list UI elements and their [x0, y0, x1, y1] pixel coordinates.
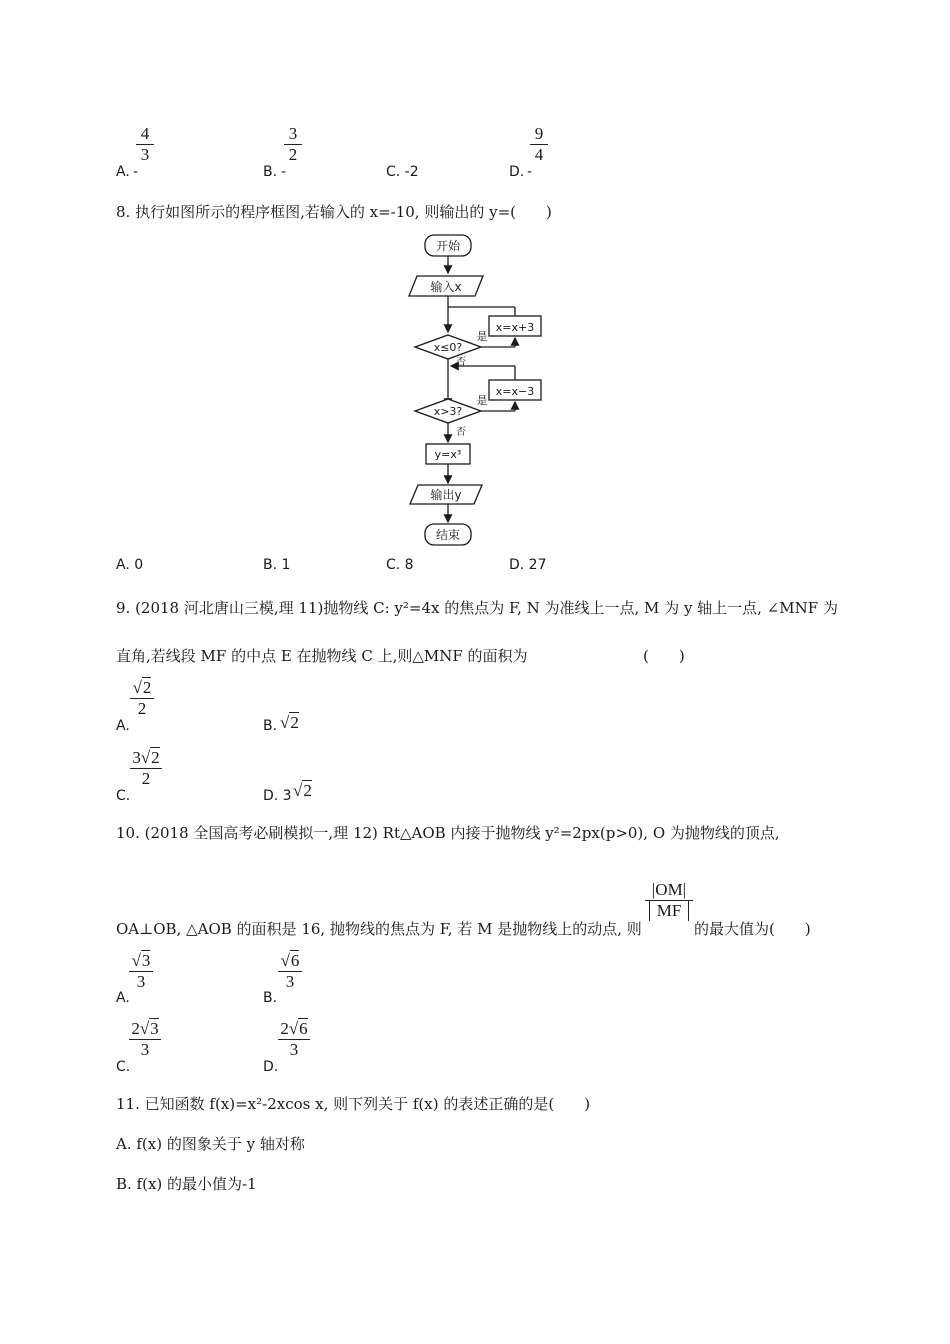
flow-input-label: 输入x — [430, 280, 462, 294]
denominator: 3 — [140, 1040, 150, 1059]
q9-option-d-label: D. 3 — [263, 788, 292, 804]
radicand: 3 — [150, 1019, 159, 1038]
radicand: 2 — [151, 748, 160, 767]
q9-option-b-label: B. — [263, 718, 278, 734]
flow-no-2-label: 否 — [456, 427, 466, 438]
radicand: 2 — [290, 713, 299, 732]
flow-process-2-label: x=x−3 — [495, 385, 535, 398]
numerator: 9 — [534, 124, 544, 143]
numerator: 3√2 — [132, 748, 160, 767]
flow-output-label: 输出y — [430, 488, 462, 502]
q10-option-c-fraction — [129, 1019, 161, 1060]
q10-option-c-label: C. — [116, 1059, 131, 1075]
radicand: 6 — [299, 1019, 308, 1038]
q7-option-a-sign: - — [133, 164, 139, 180]
q8-flowchart — [0, 0, 950, 560]
coefficient: 3 — [132, 748, 141, 767]
q11-stem: 11. 已知函数 f(x)=x²-2xcos x, 则下列关于 f(x) 的表述正确的是( ) — [116, 1095, 591, 1113]
q7-option-d-label: D. — [509, 164, 525, 180]
q9-option-a-label: A. — [116, 718, 130, 734]
q7-option-b-sign: - — [281, 164, 287, 180]
numerator: √2 — [132, 678, 152, 697]
radicand: 2 — [142, 678, 152, 697]
q9-stem-line-2: 直角,若线段 MF 的中点 E 在抛物线 C 上,则△MNF 的面积为 — [116, 647, 528, 665]
coefficient: 2 — [280, 1019, 289, 1038]
denominator: 3 — [285, 972, 295, 991]
q11-option-a: A. f(x) 的图象关于 y 轴对称 — [116, 1135, 305, 1153]
q10-option-a-fraction — [129, 951, 153, 992]
denominator: 4 — [534, 145, 544, 164]
q10-stem-line-1: 10. (2018 全国高考必刷模拟一,理 12) Rt△AOB 内接于抛物线 y²=2px(p>0), O 为抛物线的顶点, — [116, 824, 780, 842]
flow-yes-1-label: 是 — [476, 330, 488, 343]
q9-option-c-label: C. — [116, 788, 131, 804]
q7-option-b-label: B. — [263, 164, 278, 180]
radicand: 6 — [290, 951, 300, 970]
denominator: 2 — [141, 769, 151, 788]
numerator: √3 — [131, 951, 151, 970]
numerator: 2√6 — [280, 1019, 308, 1038]
q8-option-c: C. 8 — [386, 557, 414, 573]
q7-option-c: C. -2 — [386, 164, 419, 180]
q10-stem-line-2-pre: OA⊥OB, △AOB 的面积是 16, 抛物线的焦点为 F, 若 M 是抛物线上的动点, 则 — [116, 920, 642, 938]
flow-yes-2-label: 是 — [476, 394, 488, 407]
q8-stem: 8. 执行如图所示的程序框图,若输入的 x=-10, 则输出的 y=( ) — [116, 203, 552, 221]
q10-option-a-label: A. — [116, 990, 130, 1006]
flow-process-1-label: x=x+3 — [495, 321, 535, 334]
q8-option-d: D. 27 — [509, 557, 547, 573]
radicand: 2 — [303, 781, 312, 800]
numerator: 3 — [288, 124, 298, 143]
q9-option-c-fraction — [130, 748, 162, 789]
flow-no-1-label: 否 — [456, 357, 466, 368]
q9-stem-line-1: 9. (2018 河北唐山三模,理 11)抛物线 C: y²=4x 的焦点为 F, N 为准线上一点, M 为 y 轴上一点, ∠MNF 为 — [116, 599, 838, 617]
denominator: 3 — [289, 1040, 299, 1059]
radicand: 3 — [141, 951, 151, 970]
q7-option-d-sign: - — [527, 164, 533, 180]
denominator: 2 — [137, 699, 147, 718]
q7-option-a-label: A. — [116, 164, 130, 180]
q9-option-a-fraction — [130, 678, 154, 719]
flow-decision-2-label: x>3? — [433, 405, 463, 418]
numerator: |OM| — [651, 880, 687, 899]
q10-stem-line-2-post: 的最大值为( ) — [694, 920, 811, 938]
flow-decision-1-label: x≤0? — [433, 341, 463, 354]
flow-start-label: 开始 — [435, 239, 461, 253]
q9-option-b-sqrt: √2 — [280, 713, 299, 732]
denominator: 3 — [136, 972, 146, 991]
numerator: 4 — [140, 124, 150, 143]
flow-assign-label: y=x³ — [434, 448, 462, 461]
q10-option-d-fraction — [278, 1019, 310, 1060]
q8-option-b: B. 1 — [263, 557, 291, 573]
q10-option-d-label: D. — [263, 1059, 279, 1075]
q11-option-b: B. f(x) 的最小值为-1 — [116, 1175, 257, 1193]
numerator: 2√3 — [131, 1019, 159, 1038]
q10-option-b-fraction — [278, 951, 302, 992]
q9-answer-paren: ( ) — [643, 647, 685, 665]
q10-ratio-fraction — [645, 880, 693, 921]
denominator: 2 — [288, 145, 298, 164]
q8-option-a: A. 0 — [116, 557, 144, 573]
denominator: MF — [649, 901, 689, 921]
coefficient: 2 — [131, 1019, 140, 1038]
q9-option-d-sqrt: √2 — [293, 781, 312, 800]
denominator: 3 — [140, 145, 150, 164]
q10-option-b-label: B. — [263, 990, 278, 1006]
numerator: √6 — [280, 951, 300, 970]
flow-end-label: 结束 — [435, 528, 461, 542]
